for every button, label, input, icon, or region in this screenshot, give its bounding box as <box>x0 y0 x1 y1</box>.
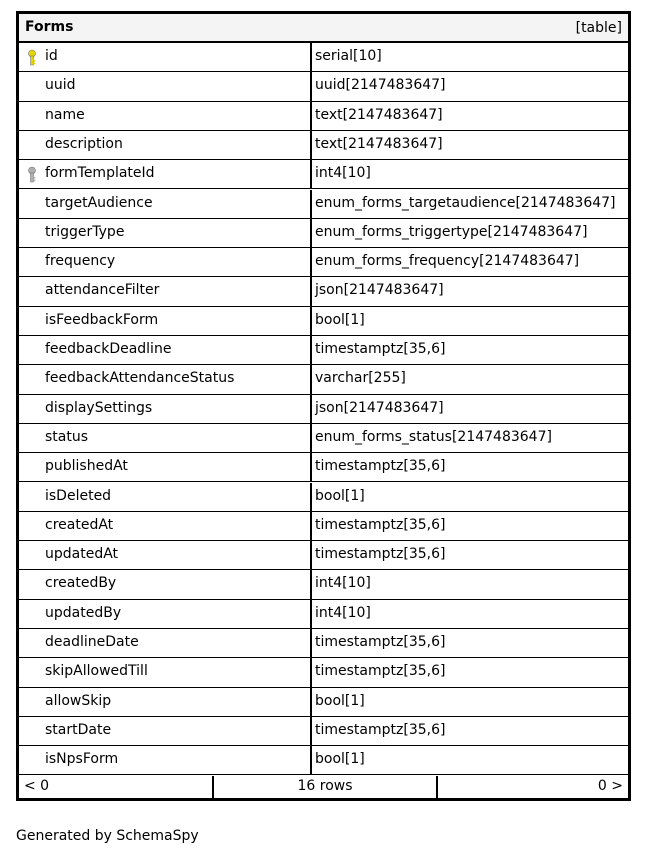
column-row <box>19 541 628 570</box>
column-divider <box>310 219 312 247</box>
column-type: timestamptz[35,6] <box>315 341 446 357</box>
column-type: timestamptz[35,6] <box>315 721 446 738</box>
column-divider <box>310 570 312 598</box>
column-name: triggerType <box>45 223 125 240</box>
column-row <box>19 160 628 189</box>
column-name: name <box>45 106 85 123</box>
column-divider <box>310 483 312 511</box>
column-type: enum_forms_triggertype[2147483647] <box>315 223 588 240</box>
column-row <box>19 365 628 394</box>
column-name: skipAllowedTill <box>45 663 148 680</box>
table-footer <box>19 776 628 798</box>
column-row <box>19 307 628 336</box>
column-name: description <box>45 135 123 152</box>
column-row <box>19 570 628 599</box>
column-divider <box>310 658 312 686</box>
column-name: attendanceFilter <box>45 282 160 299</box>
table-type-label: [table] <box>575 20 622 36</box>
column-divider <box>310 688 312 716</box>
column-name: allowSkip <box>45 692 112 709</box>
column-divider <box>310 102 312 130</box>
column-divider <box>310 72 312 100</box>
column-row <box>19 102 628 131</box>
column-divider <box>310 717 312 745</box>
column-row <box>19 658 628 687</box>
column-row <box>19 219 628 248</box>
column-name: publishedAt <box>45 458 128 475</box>
column-type: uuid[2147483647] <box>315 77 446 94</box>
column-row <box>19 131 628 160</box>
column-row <box>19 43 628 72</box>
footer-parents-count: < 0 <box>24 778 50 794</box>
column-type: bool[1] <box>315 751 365 768</box>
column-type: bool[1] <box>315 487 365 504</box>
column-type: enum_forms_frequency[2147483647] <box>315 253 580 270</box>
column-divider <box>310 190 312 218</box>
column-name: uuid <box>45 77 76 94</box>
column-row <box>19 395 628 424</box>
column-divider <box>310 365 312 393</box>
column-row <box>19 512 628 541</box>
column-row <box>19 629 628 658</box>
column-divider <box>310 453 312 481</box>
column-divider <box>310 160 312 188</box>
column-divider <box>310 629 312 657</box>
column-divider <box>310 131 312 159</box>
column-name: startDate <box>45 721 112 738</box>
column-name: isDeleted <box>45 487 112 504</box>
column-row <box>19 248 628 277</box>
foreign-key-icon <box>25 166 39 184</box>
column-name: targetAudience <box>45 194 153 211</box>
column-type: int4[10] <box>315 604 371 621</box>
column-name: feedbackAttendanceStatus <box>45 370 235 387</box>
column-name: deadlineDate <box>45 634 139 650</box>
column-divider <box>310 541 312 569</box>
column-type: bool[1] <box>315 692 365 709</box>
column-row <box>19 688 628 717</box>
column-divider <box>310 43 312 71</box>
column-type: enum_forms_status[2147483647] <box>315 428 552 445</box>
column-name: createdBy <box>45 575 117 592</box>
column-type: int4[10] <box>315 165 371 182</box>
column-divider <box>310 336 312 364</box>
column-divider <box>310 307 312 335</box>
column-divider <box>310 512 312 540</box>
column-type: int4[10] <box>315 575 371 592</box>
column-row <box>19 483 628 512</box>
column-row <box>19 600 628 629</box>
column-row <box>19 746 628 775</box>
column-row <box>19 277 628 306</box>
column-name: formTemplateId <box>45 165 155 182</box>
column-type: timestamptz[35,6] <box>315 546 446 563</box>
column-type: timestamptz[35,6] <box>315 516 446 533</box>
column-name: feedbackDeadline <box>45 341 172 357</box>
column-type: serial[10] <box>315 48 382 64</box>
column-divider <box>310 746 312 774</box>
column-row <box>19 72 628 101</box>
column-type: text[2147483647] <box>315 135 443 152</box>
primary-key-icon <box>25 49 39 67</box>
column-name: status <box>45 428 89 445</box>
column-row <box>19 336 628 365</box>
column-row <box>19 190 628 219</box>
column-name: updatedAt <box>45 546 119 563</box>
column-name: displaySettings <box>45 399 153 416</box>
column-type: enum_forms_targetaudience[2147483647] <box>315 194 616 211</box>
column-type: json[2147483647] <box>315 399 444 416</box>
column-type: bool[1] <box>315 311 365 328</box>
column-divider <box>310 277 312 305</box>
table-name: Forms <box>25 19 74 35</box>
footer-children-count: 0 > <box>597 778 623 794</box>
column-name: isNpsForm <box>45 751 119 768</box>
column-row <box>19 453 628 482</box>
column-divider <box>310 248 312 276</box>
footer-row-count: 16 rows <box>297 778 353 794</box>
column-type: varchar[255] <box>315 370 406 387</box>
column-type: timestamptz[35,6] <box>315 663 446 680</box>
column-type: timestamptz[35,6] <box>315 458 446 475</box>
column-row <box>19 424 628 453</box>
column-name: updatedBy <box>45 604 122 621</box>
column-name: createdAt <box>45 516 114 533</box>
column-divider <box>310 424 312 452</box>
generated-by-label: Generated by SchemaSpy <box>16 828 199 844</box>
column-name: isFeedbackForm <box>45 311 159 328</box>
column-name: id <box>45 48 58 64</box>
table-node-forms <box>16 11 631 801</box>
column-type: json[2147483647] <box>315 282 444 299</box>
column-divider <box>310 395 312 423</box>
table-header <box>19 14 628 43</box>
column-row <box>19 717 628 746</box>
column-type: timestamptz[35,6] <box>315 634 446 650</box>
column-type: text[2147483647] <box>315 106 443 123</box>
column-name: frequency <box>45 253 116 270</box>
column-divider <box>310 600 312 628</box>
